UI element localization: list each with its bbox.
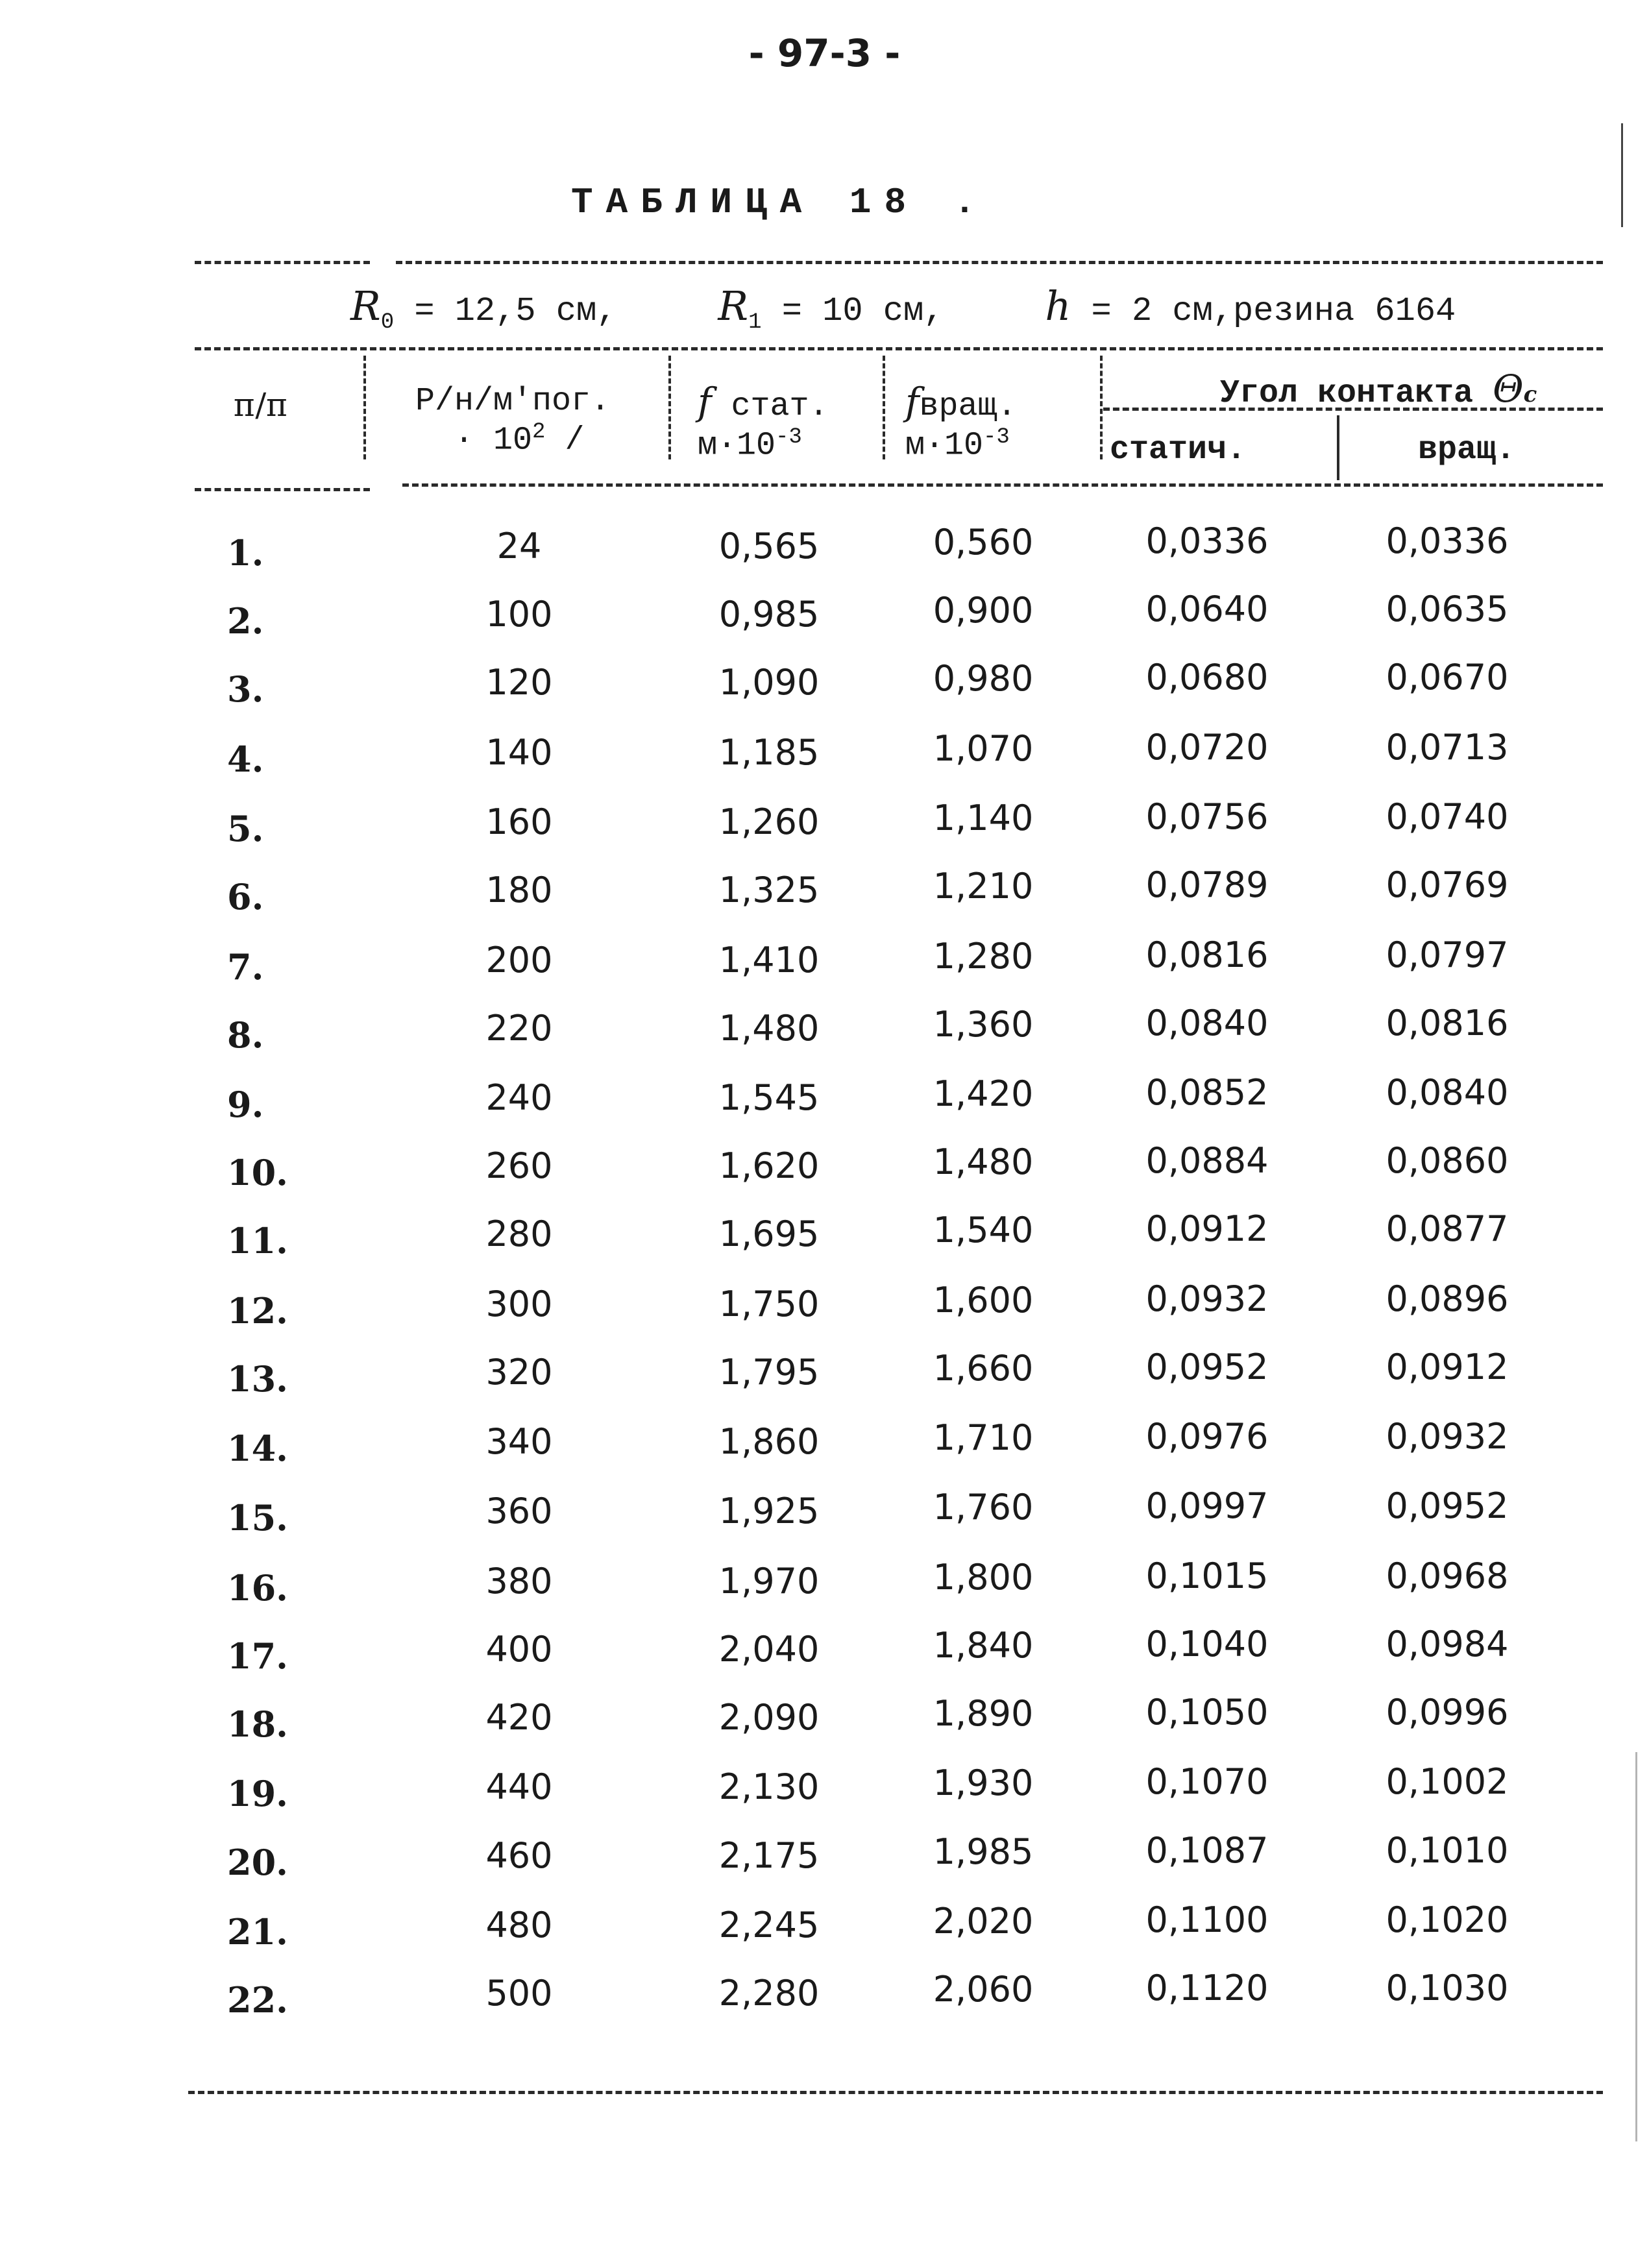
header-load-line2 xyxy=(454,420,610,459)
header-f-static-line1 xyxy=(698,380,829,425)
f-rot-cell: 2,060 xyxy=(933,1969,1034,2010)
load-cell: 200 xyxy=(485,940,553,981)
header-f-static-unit-base: м·10 xyxy=(698,427,776,465)
angle-static-cell: 0,0720 xyxy=(1145,727,1269,768)
header-separator-3 xyxy=(883,356,885,459)
table-parameters xyxy=(350,282,1456,335)
row-number: 4. xyxy=(227,738,264,780)
header-angle-rot: вращ. xyxy=(1418,432,1516,469)
f-static-cell: 2,040 xyxy=(718,1629,820,1670)
header-load-exponent: 2 xyxy=(532,420,546,445)
header-angle-group-label: Угол контакта xyxy=(1220,375,1474,412)
angle-rot-cell: 0,0769 xyxy=(1386,864,1509,905)
load-cell: 420 xyxy=(485,1697,553,1738)
load-cell: 140 xyxy=(485,732,553,773)
header-separator-1 xyxy=(363,356,366,459)
load-cell: 120 xyxy=(485,662,553,703)
page-number: - 97-3 - xyxy=(748,31,901,75)
r0-symbol: R xyxy=(350,282,381,330)
f-static-cell: 1,410 xyxy=(718,940,820,981)
f-static-cell: 1,925 xyxy=(718,1491,820,1531)
row-number: 6. xyxy=(227,876,264,918)
row-number: 20. xyxy=(227,1842,288,1883)
f-rot-cell: 1,930 xyxy=(933,1762,1034,1803)
angle-rot-cell: 0,0635 xyxy=(1386,589,1509,629)
header-f-rot-unit-base: м·10 xyxy=(905,427,984,465)
table-title: ТАБЛИЦА 18 . xyxy=(571,182,989,223)
angle-rot-cell: 0,1010 xyxy=(1386,1830,1509,1871)
header-f-rot-label: вращ. xyxy=(919,388,1017,425)
load-cell: 380 xyxy=(485,1561,553,1602)
angle-rot-cell: 0,0860 xyxy=(1386,1140,1509,1181)
f-static-cell: 0,985 xyxy=(718,594,820,635)
header-separator-4 xyxy=(1100,356,1103,459)
header-f-static-unit xyxy=(698,425,829,465)
angle-rot-cell: 0,0740 xyxy=(1386,796,1509,837)
row-number: 1. xyxy=(227,532,264,574)
f-rot-cell: 1,600 xyxy=(933,1280,1034,1321)
load-cell: 100 xyxy=(485,594,553,635)
f-rot-cell: 1,800 xyxy=(933,1557,1034,1598)
angle-static-cell: 0,0884 xyxy=(1145,1140,1269,1181)
header-f-rot-line1 xyxy=(905,380,1017,425)
load-cell: 500 xyxy=(485,1973,553,2014)
f-rot-cell: 1,985 xyxy=(933,1831,1034,1872)
f-rot-cell: 1,140 xyxy=(933,798,1034,838)
load-cell: 440 xyxy=(485,1766,553,1807)
header-load xyxy=(415,383,610,459)
f-rot-cell: 2,020 xyxy=(933,1901,1034,1942)
scan-edge-mark xyxy=(1635,1752,1637,2141)
r0-subscript: 0 xyxy=(380,310,395,335)
angle-static-cell: 0,0816 xyxy=(1145,934,1269,975)
h-value: = 2 см,резина 6164 xyxy=(1091,292,1456,330)
angle-static-cell: 0,1015 xyxy=(1145,1555,1269,1596)
top-rule-right xyxy=(396,261,1603,264)
row-number: 12. xyxy=(227,1290,288,1332)
r1-subscript: 1 xyxy=(748,310,762,335)
header-separator-2 xyxy=(668,356,671,459)
f-rot-cell: 1,890 xyxy=(933,1693,1034,1734)
f-rot-cell: 1,280 xyxy=(933,936,1034,977)
header-load-tail: / xyxy=(545,422,585,459)
load-cell: 320 xyxy=(485,1352,553,1393)
angle-static-cell: 0,0997 xyxy=(1145,1485,1269,1526)
angle-rot-cell: 0,0336 xyxy=(1386,520,1509,561)
row-number: 15. xyxy=(227,1497,288,1539)
top-rule-left xyxy=(195,261,370,264)
row-number: 16. xyxy=(227,1567,288,1609)
f-static-cell: 1,795 xyxy=(718,1352,820,1393)
row-number: 3. xyxy=(227,668,264,710)
row-number: 10. xyxy=(227,1152,288,1193)
h-symbol: h xyxy=(1045,282,1071,330)
angle-static-cell: 0,0976 xyxy=(1145,1416,1269,1457)
f-static-cell: 1,185 xyxy=(718,732,820,773)
f-rot-cell: 1,540 xyxy=(933,1210,1034,1250)
f-static-cell: 1,750 xyxy=(718,1284,820,1324)
row-number: 7. xyxy=(227,946,264,988)
bottom-rule xyxy=(188,2091,1603,2094)
header-f-static-symbol: f xyxy=(698,380,712,424)
f-static-cell: 1,090 xyxy=(718,662,820,703)
angle-rot-cell: 0,0816 xyxy=(1386,1003,1509,1043)
f-static-cell: 2,090 xyxy=(718,1697,820,1738)
load-cell: 260 xyxy=(485,1145,553,1186)
load-cell: 220 xyxy=(485,1008,553,1049)
row-number: 13. xyxy=(227,1358,288,1400)
load-cell: 180 xyxy=(485,870,553,910)
angle-rot-cell: 0,1002 xyxy=(1386,1761,1509,1802)
load-cell: 160 xyxy=(485,801,553,842)
f-static-cell: 0,565 xyxy=(718,526,820,567)
angle-rot-cell: 0,0840 xyxy=(1386,1072,1509,1113)
row-number: 18. xyxy=(227,1703,288,1745)
angle-static-cell: 0,0952 xyxy=(1145,1347,1269,1387)
angle-rot-cell: 0,0968 xyxy=(1386,1555,1509,1596)
load-cell: 24 xyxy=(496,526,542,567)
angle-static-cell: 0,0852 xyxy=(1145,1072,1269,1113)
f-static-cell: 2,175 xyxy=(718,1835,820,1876)
row-number: 22. xyxy=(227,1979,288,2021)
header-f-rot-unit xyxy=(905,425,1017,465)
f-rot-cell: 1,710 xyxy=(933,1417,1034,1458)
f-rot-cell: 0,560 xyxy=(933,522,1034,563)
f-rot-cell: 1,840 xyxy=(933,1625,1034,1666)
angle-static-cell: 0,1040 xyxy=(1145,1624,1269,1664)
load-cell: 400 xyxy=(485,1629,553,1670)
row-number: 14. xyxy=(227,1428,288,1469)
f-static-cell: 2,245 xyxy=(718,1905,820,1945)
angle-static-cell: 0,1050 xyxy=(1145,1692,1269,1733)
load-cell: 340 xyxy=(485,1421,553,1462)
f-rot-cell: 1,480 xyxy=(933,1141,1034,1182)
angle-static-cell: 0,0789 xyxy=(1145,864,1269,905)
f-rot-cell: 1,760 xyxy=(933,1487,1034,1528)
r1-value: = 10 см, xyxy=(781,292,944,330)
header-f-rot xyxy=(905,380,1017,465)
load-cell: 360 xyxy=(485,1491,553,1531)
angle-rot-cell: 0,1030 xyxy=(1386,1968,1509,2008)
load-cell: 280 xyxy=(485,1213,553,1254)
header-index xyxy=(234,386,288,424)
f-static-cell: 1,260 xyxy=(718,801,820,842)
angle-rot-cell: 0,0952 xyxy=(1386,1485,1509,1526)
angle-rot-cell: 0,0797 xyxy=(1386,934,1509,975)
angle-static-cell: 0,0640 xyxy=(1145,589,1269,629)
angle-static-cell: 0,1100 xyxy=(1145,1899,1269,1940)
row-number: 8. xyxy=(227,1014,264,1056)
angle-static-cell: 0,0336 xyxy=(1145,520,1269,561)
header-bottom-rule-right xyxy=(402,483,1603,487)
angle-static-cell: 0,1087 xyxy=(1145,1830,1269,1871)
header-angle-group xyxy=(1220,367,1537,412)
header-f-static xyxy=(698,380,829,465)
row-number: 5. xyxy=(227,808,264,849)
f-rot-cell: 1,660 xyxy=(933,1348,1034,1389)
angle-static-cell: 0,0912 xyxy=(1145,1208,1269,1249)
header-angle-static: статич. xyxy=(1110,432,1247,469)
header-angle-symbol: Θ xyxy=(1493,367,1524,411)
header-f-static-label: стат. xyxy=(731,388,829,425)
angle-static-cell: 0,0932 xyxy=(1145,1278,1269,1319)
f-static-cell: 1,620 xyxy=(718,1145,820,1186)
f-static-cell: 1,695 xyxy=(718,1213,820,1254)
f-static-cell: 1,480 xyxy=(718,1008,820,1049)
f-static-cell: 2,280 xyxy=(718,1973,820,2014)
f-static-cell: 1,325 xyxy=(718,870,820,910)
angle-rot-cell: 0,0912 xyxy=(1386,1347,1509,1387)
row-number: 19. xyxy=(227,1773,288,1814)
header-load-line1: Р/н/м'пог. xyxy=(415,383,611,420)
f-static-cell: 1,860 xyxy=(718,1421,820,1462)
angle-rot-cell: 0,0713 xyxy=(1386,727,1509,768)
angle-static-cell: 0,1120 xyxy=(1145,1968,1269,2008)
r1-symbol: R xyxy=(718,282,749,330)
header-index-label: п/п xyxy=(234,386,288,424)
load-cell: 480 xyxy=(485,1905,553,1945)
row-number: 11. xyxy=(227,1220,288,1262)
f-static-cell: 1,970 xyxy=(718,1561,820,1602)
angle-rot-cell: 0,0877 xyxy=(1386,1208,1509,1249)
header-f-rot-unit-exponent: -3 xyxy=(983,425,1010,450)
angle-rot-cell: 0,0932 xyxy=(1386,1416,1509,1457)
header-f-static-unit-exponent: -3 xyxy=(776,425,802,450)
f-rot-cell: 0,900 xyxy=(933,590,1034,631)
angle-static-cell: 0,1070 xyxy=(1145,1761,1269,1802)
angle-rot-cell: 0,0996 xyxy=(1386,1692,1509,1733)
header-load-multiplier: · 10 xyxy=(454,422,533,459)
load-cell: 300 xyxy=(485,1284,553,1324)
angle-rot-cell: 0,1020 xyxy=(1386,1899,1509,1940)
header-top-rule xyxy=(195,347,1603,350)
angle-rot-cell: 0,0984 xyxy=(1386,1624,1509,1664)
header-angle-subscript: c xyxy=(1523,382,1537,408)
header-bottom-rule-left xyxy=(195,488,370,491)
f-rot-cell: 1,420 xyxy=(933,1073,1034,1114)
row-number: 21. xyxy=(227,1911,288,1953)
header-separator-5 xyxy=(1337,415,1339,480)
row-number: 9. xyxy=(227,1084,264,1125)
scan-edge-mark xyxy=(1621,123,1623,227)
f-static-cell: 2,130 xyxy=(718,1766,820,1807)
f-rot-cell: 1,210 xyxy=(933,866,1034,907)
angle-static-cell: 0,0756 xyxy=(1145,796,1269,837)
angle-rot-cell: 0,0896 xyxy=(1386,1278,1509,1319)
f-rot-cell: 0,980 xyxy=(933,658,1034,699)
row-number: 17. xyxy=(227,1635,288,1677)
header-f-rot-symbol: f xyxy=(905,380,920,424)
row-number: 2. xyxy=(227,600,264,642)
load-cell: 240 xyxy=(485,1077,553,1118)
r0-value: = 12,5 см, xyxy=(414,292,617,330)
f-rot-cell: 1,360 xyxy=(933,1004,1034,1045)
angle-static-cell: 0,0680 xyxy=(1145,657,1269,698)
f-rot-cell: 1,070 xyxy=(933,728,1034,769)
angle-rot-cell: 0,0670 xyxy=(1386,657,1509,698)
angle-static-cell: 0,0840 xyxy=(1145,1003,1269,1043)
f-static-cell: 1,545 xyxy=(718,1077,820,1118)
load-cell: 460 xyxy=(485,1835,553,1876)
